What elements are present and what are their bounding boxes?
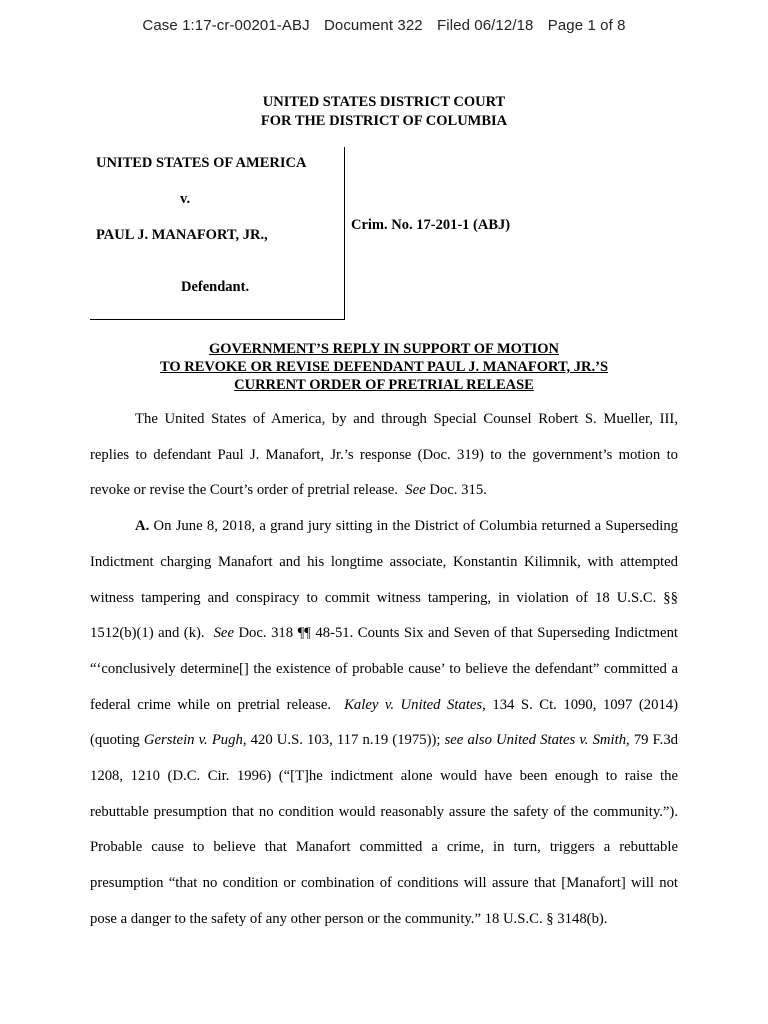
case-caption bbox=[90, 147, 345, 320]
document-number: Document 322 bbox=[323, 17, 423, 34]
ecf-header bbox=[0, 17, 768, 34]
section-label: A. bbox=[135, 518, 150, 535]
defendant-name: PAUL J. MANAFORT, JR., bbox=[96, 227, 268, 243]
criminal-case-number: Crim. No. 17-201-1 (ABJ) bbox=[351, 217, 511, 233]
paragraph-1 bbox=[90, 402, 678, 509]
see-signal: See bbox=[213, 625, 234, 642]
paragraph-2-text-2: Doc. 318 ¶¶ 48-51. Counts Six and Seven of that Superseding Indictment “‘conclusively determine[] the existence of probable cause’ to believe the defendant” committed a federal crime while on pretrial release. bbox=[90, 625, 678, 713]
paragraph-1-text: The United States of America, by and through Special Counsel Robert S. Mueller, III, replies to defendant Paul J. Manafort, Jr.’s response (Doc. 319) to the government’s motion to revoke or revise the Court’s order of pretrial release. bbox=[90, 411, 678, 499]
case-number: Case 1:17-cr-00201-ABJ bbox=[142, 17, 310, 34]
versus: v. bbox=[180, 191, 191, 207]
page-number: Page 1 of 8 bbox=[547, 17, 626, 34]
paragraph-2-text-5: , 79 F.3d 1208, 1210 (D.C. Cir. 1996) (“[T]he indictment alone would have been enough to raise the rebuttable presumption that no condition would reasonably assure the safety of the community.”). Probable cause to believe that Manafort committed a crime, in turn, triggers a rebuttable presumption “that no condition or combination of conditions will assure that [Manafort] will not pose a danger to the safety of any other person or the community.” 18 U.S.C. § 3148(b). bbox=[90, 732, 679, 927]
case-citation-gerstein: Gerstein v. Pugh bbox=[143, 732, 243, 749]
case-citation-smith: see also United States v. Smith bbox=[444, 732, 627, 749]
paragraph-2-text-3: , 134 S. Ct. 1090, 1097 (2014) (quoting bbox=[90, 696, 679, 749]
filed-date: Filed 06/12/18 bbox=[437, 17, 534, 34]
document-title bbox=[0, 340, 768, 394]
paragraph-2-text-1: On June 8, 2018, a grand jury sitting in the District of Columbia returned a Superseding Indictment charging Manafort and his longtime associate, Konstantin Kilimnik, with attempted witness tampering and conspiracy to commit witness tampering, in violation of 18 U.S.C. §§ 1512(b)(1) and (k). bbox=[90, 518, 679, 642]
case-citation-kaley: Kaley v. United States bbox=[344, 696, 483, 713]
document-body bbox=[90, 402, 678, 938]
plaintiff-name: UNITED STATES OF AMERICA bbox=[96, 155, 307, 171]
title-line-3: CURRENT ORDER OF PRETRIAL RELEASE bbox=[234, 377, 534, 393]
defendant-label: Defendant. bbox=[181, 279, 250, 295]
paragraph-2-text-4: , 420 U.S. 103, 117 n.19 (1975)); bbox=[242, 732, 441, 749]
title-line-2: TO REVOKE OR REVISE DEFENDANT PAUL J. MANAFORT, JR.’S bbox=[159, 359, 609, 375]
title-line-1: GOVERNMENT’S REPLY IN SUPPORT OF MOTION bbox=[208, 341, 560, 357]
court-line-2: FOR THE DISTRICT OF COLUMBIA bbox=[260, 113, 508, 129]
court-line-1: UNITED STATES DISTRICT COURT bbox=[262, 94, 506, 110]
citation: Doc. 315. bbox=[429, 482, 487, 499]
see-signal: See bbox=[405, 482, 426, 499]
court-name bbox=[0, 93, 768, 131]
paragraph-2 bbox=[90, 509, 678, 937]
